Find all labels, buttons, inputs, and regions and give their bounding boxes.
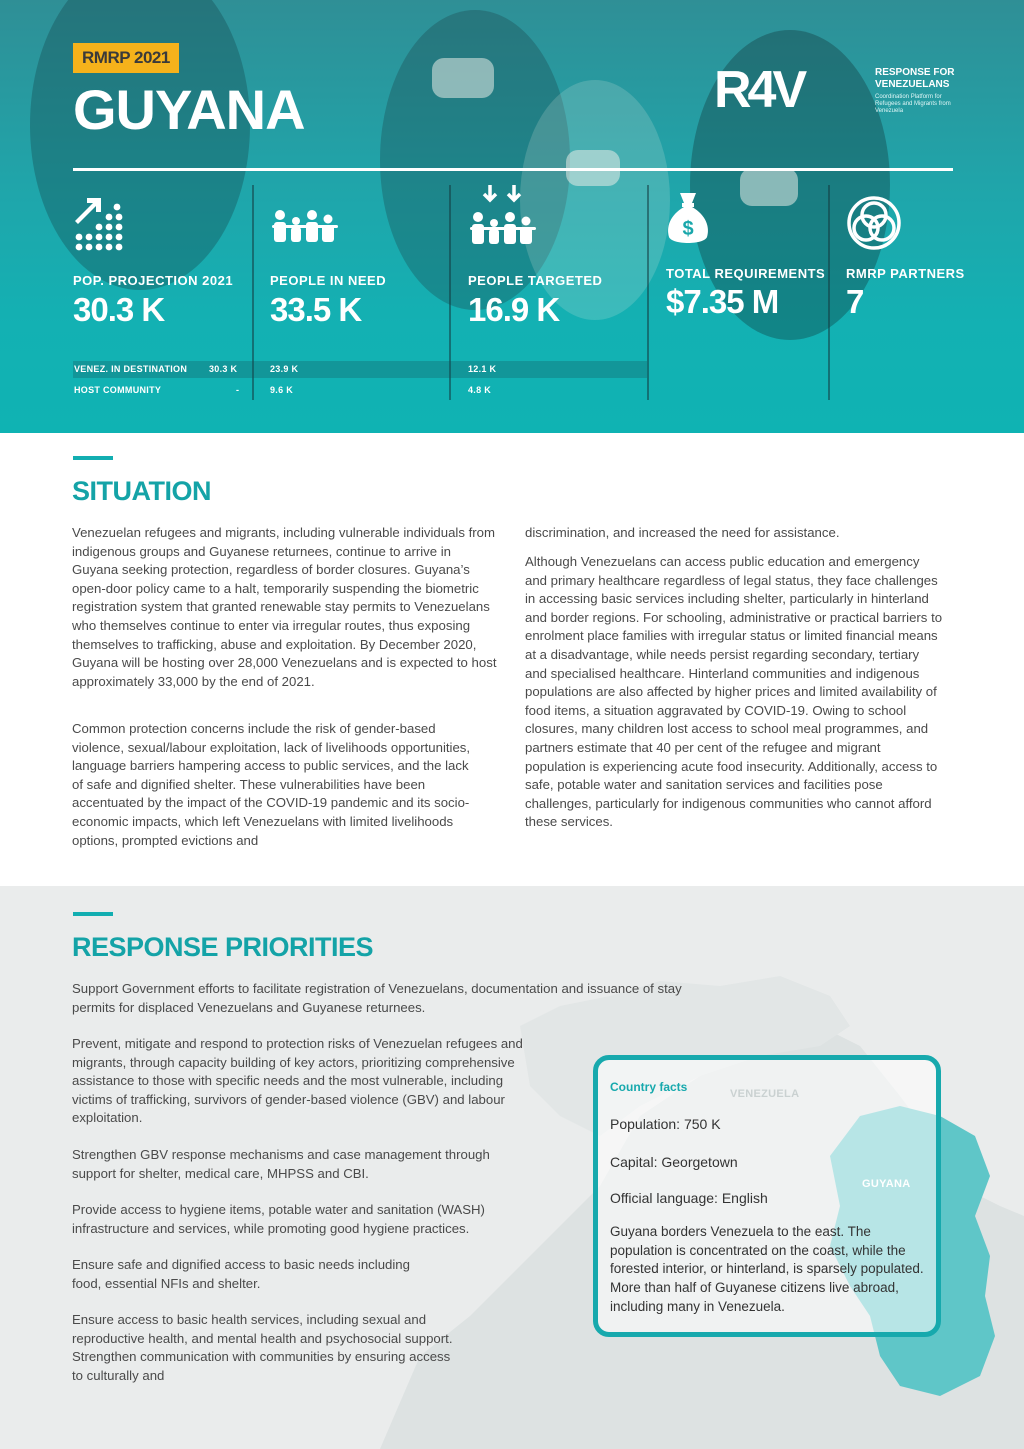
- breakdown-value: -: [236, 385, 240, 395]
- priority-item: Ensure access to basic health services, including sexual and reproductive health, and mental health and psychosocial support. Strengthen communication with communities by ensuring access to culturally and: [72, 1312, 453, 1383]
- logo-mark: R4V: [714, 61, 804, 119]
- header-divider: [73, 168, 953, 171]
- situation-paragraph: Although Venezuelans can access public education and emergency and primary healthcare regardless of legal status, they face challenges in accessing basic services including shelter, particularly in hinterland and border regions. For schooling, administrative or practical barriers to enrolment place families with irregular status or limited financial means at a disadvantage, while needs persist regarding secondary, tertiary and specialised healthcare. Hinterland communities and indigenous populations are also affected by higher prices and limited availability of food items, a situation aggravated by COVID-19. Owing to school closures, many children lost access to school meal programmes, and partners estimate that 40 per cent of the refugee and migrant population is experiencing acute food insecurity. Additionally, access to safe, potable water and sanitation services and facilities pose challenges, particularly for indigenous communities who cannot afford these services.: [525, 554, 943, 830]
- breakdown-value: 12.1 K: [468, 364, 497, 374]
- stat-separator: [828, 185, 830, 400]
- priority-item: Support Government efforts to facilitate registration of Venezuelans, documentation and issuance of stay permits for displaced Venezuelans and Guyanese returnees.: [72, 981, 682, 1015]
- breakdown-label: VENEZ. IN DESTINATION: [74, 364, 188, 374]
- fact-population: Population: 750 K: [610, 1116, 721, 1132]
- priority-item: Ensure safe and dignified access to basic needs including food, essential NFIs and shelter.: [72, 1257, 410, 1291]
- breakdown-label: HOST COMMUNITY: [74, 385, 162, 395]
- stat-label: PEOPLE IN NEED: [270, 273, 387, 288]
- r4v-logo: [714, 61, 955, 124]
- priority-item: Strengthen GBV response mechanisms and case management through support for shelter, medical care, MHPSS and CBI.: [72, 1147, 490, 1181]
- stat-label: TOTAL REQUIREMENTS: [666, 266, 826, 281]
- plan-tag-year: 2021: [133, 48, 170, 67]
- country-title: GUYANA: [73, 78, 305, 141]
- breakdown-value: 4.8 K: [468, 385, 492, 395]
- stat-label: PEOPLE TARGETED: [468, 273, 603, 288]
- breakdown-value: 23.9 K: [270, 364, 299, 374]
- stat-value: 30.3 K: [73, 291, 165, 328]
- section-accent-bar: [73, 912, 113, 916]
- fact-capital: Capital: Georgetown: [610, 1154, 738, 1170]
- stat-value: 16.9 K: [468, 291, 560, 328]
- plan-tag: [73, 43, 179, 73]
- money-bag-icon: [666, 191, 710, 254]
- fact-description: Guyana borders Venezuela to the east. The population is concentrated on the coast, while the forested interior, or hinterland, is sparsely populated. More than half of Guyanese citizens live abroad, including many in Venezuela.: [610, 1224, 924, 1314]
- fact-language: Official language: English: [610, 1190, 768, 1206]
- section-accent-bar: [73, 456, 113, 460]
- logo-line1: RESPONSE FOR VENEZUELANS: [875, 67, 955, 90]
- face-mask: [432, 58, 494, 98]
- breakdown-row: [73, 361, 647, 378]
- situation-paragraph: discrimination, and increased the need for assistance.: [525, 525, 840, 540]
- stat-value: 33.5 K: [270, 291, 362, 328]
- stat-rmrp-partners: [846, 185, 966, 400]
- breakdown-value: 30.3 K: [209, 364, 238, 374]
- stat-label: RMRP PARTNERS: [846, 266, 965, 281]
- partners-rings-icon: [846, 195, 902, 256]
- population-growth-icon: [73, 193, 129, 258]
- stat-value: $7.35 M: [666, 283, 779, 320]
- people-group-icon: [270, 193, 342, 258]
- svg-text:$: $: [682, 218, 694, 240]
- breakdown-row: [73, 382, 647, 399]
- header-banner: [0, 0, 1024, 433]
- country-facts-box: [593, 1055, 941, 1337]
- stat-separator: [647, 185, 649, 400]
- situation-heading: SITUATION: [72, 476, 211, 506]
- stat-label: POP. PROJECTION 2021: [73, 273, 234, 288]
- priority-item: Prevent, mitigate and respond to protection risks of Venezuelan refugees and migrants, through capacity building of key actors, prioritizing comprehensive assistance to those with specific needs and the most vulnerable, including victims of trafficking, survivors of gender-based violence (GBV) and labour exploitation.: [72, 1036, 523, 1126]
- people-targeted-icon: [468, 183, 540, 258]
- plan-tag-prefix: RMRP: [82, 48, 130, 67]
- breakdown-value: 9.6 K: [270, 385, 294, 395]
- situation-paragraph: Common protection concerns include the risk of gender-based violence, sexual/labour exploitation, lack of livelihoods opportunities, language barriers hampering access to public services, and the lack of safe and dignified shelter. These vulnerabilities have been accentuated by the impact of the COVID-19 pandemic and its socio-economic impacts, which left Venezuelans with limited livelihoods options, prompted evictions and: [72, 721, 471, 848]
- situation-paragraph: Venezuelan refugees and migrants, including vulnerable individuals from indigenous groups and Guyanese returnees, continue to arrive in Guyana seeking protection, regardless of border closures. Guyana’s open-door policy came to a halt, temporarily suspending the biometric registration system that granted renewable stay permits to Venezuelans who themselves continue to enter via irregular routes, thus exposing themselves to trafficking, abuse and exploitation. By December 2020, Guyana will be hosting over 28,000 Venezuelans and is expected to host approximately 33,000 by the end of 2021.: [72, 525, 497, 689]
- country-facts-title: Country facts: [610, 1080, 688, 1094]
- priorities-heading: RESPONSE PRIORITIES: [72, 932, 374, 962]
- logo-line2: Coordination Platform for Refugees and Migrants from Venezuela: [875, 94, 951, 114]
- stat-total-requirements: [666, 185, 826, 400]
- priority-item: Provide access to hygiene items, potable water and sanitation (WASH) infrastructure and services, while promoting good hygiene practices.: [72, 1202, 485, 1236]
- stat-value: 7: [846, 283, 864, 320]
